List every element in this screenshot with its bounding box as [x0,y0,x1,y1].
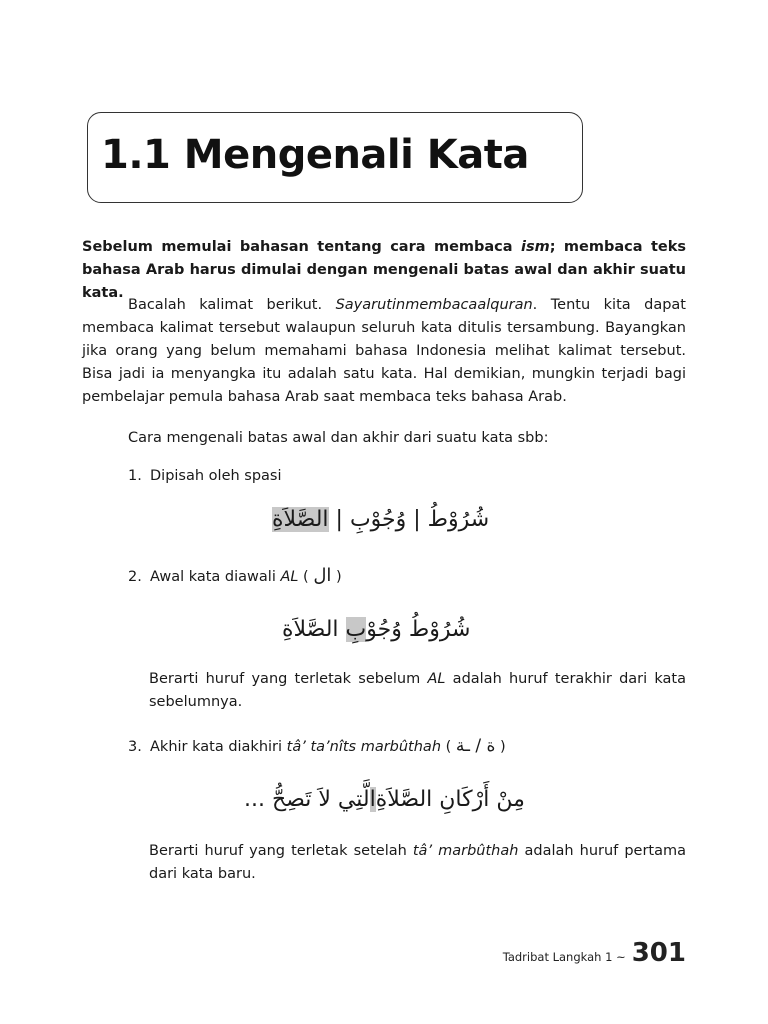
list-item-1 [128,465,282,488]
list-item-3 [128,735,506,759]
list-item-3-term: tâ’ ta’nîts marbûthah [286,739,442,755]
list-item-3-note-term: tâ’ marbûthah [412,843,519,859]
list-item-2-paren-close: ) [331,569,342,585]
intro-text-2: ; membaca teks bahasa Arab harus dimulai dengan mengenali batas awal dan akhir suatu kata. [82,239,686,301]
body-paragraph-1 [82,294,686,409]
list-item-2-text: Awal kata diawali [150,569,281,585]
list-item-2-number: 2. [128,569,142,585]
arabic-example-1 [272,503,489,537]
list-item-3-paren-open: ( [441,739,456,755]
para1-example: Sayarutinmembacaalquran [335,297,533,313]
list-item-3-text: Akhir kata diakhiri [150,739,287,755]
footer-label: Tadribat Langkah 1 ~ [502,950,626,964]
para1-text-1: Bacalah kalimat berikut. [128,297,336,313]
list-item-3-note-text-1: Berarti huruf yang terletak setelah [149,843,413,859]
page-number: 301 [631,938,686,968]
page-footer [503,938,686,968]
arabic-example-1-highlight: الصَّلاَةِ [272,507,329,532]
list-item-3-marks: ة / ـة [455,736,496,756]
list-item-3-note-text-2: adalah huruf pertama dari kata baru. [149,843,687,882]
list-item-3-paren-close: ) [495,739,506,755]
body-paragraph-2: Cara mengenali batas awal dan akhir dari suatu kata sbb: [128,430,549,446]
list-item-3-number: 3. [128,739,142,755]
arabic-example-3-text-a: مِنْ أَرْكَانِ الصَّلاَةِ [375,787,525,812]
list-item-1-number: 1. [128,468,142,484]
list-item-2-note-text-1: Berarti huruf yang terletak sebelum [149,671,428,687]
arabic-example-3-text-b: لَّتِي لاَ تَصِحُّ ... [244,787,370,812]
list-item-1-text: Dipisah oleh spasi [150,468,282,484]
arabic-example-3-highlight: ا [369,787,376,812]
intro-term-ism: ism [520,239,550,255]
arabic-example-2-highlight: بِ [345,617,367,642]
list-item-2-al: AL [280,569,299,585]
arabic-example-2 [282,613,470,647]
list-item-2-note-text-2: adalah huruf terakhir dari kata sebelumnya. [149,671,687,710]
list-item-2-note [149,668,686,714]
list-item-3-note [149,840,686,886]
list-item-2-note-al: AL [427,671,446,687]
arabic-example-2-text-a: شُرُوْطُ وُجُوْ [366,617,471,642]
list-item-2 [128,564,342,589]
list-item-2-paren-open: ( [298,569,314,585]
list-item-2-al-arabic: ال [313,565,332,586]
intro-text-1: Sebelum memulai bahasan tentang cara membaca [82,239,521,255]
page-title: 1.1 Mengenali Kata [101,132,529,178]
arabic-example-2-text-b: الصَّلاَةِ [282,617,346,642]
arabic-example-3 [244,783,525,817]
arabic-example-1-text: شُرُوْطُ | وُجُوْبِ | [328,507,490,532]
para1-text-2: . Tentu kita dapat membaca kalimat tersebut walaupun seluruh kata ditulis tersambung. Bayangkan jika orang yang belum memahami bahasa Indonesia melihat kalimat tersebut. Bisa jadi ia menyangka itu adalah satu kata. Hal demikian, mungkin terjadi bagi pembelajar pemula bahasa Arab saat membaca teks bahasa Arab. [82,297,686,405]
